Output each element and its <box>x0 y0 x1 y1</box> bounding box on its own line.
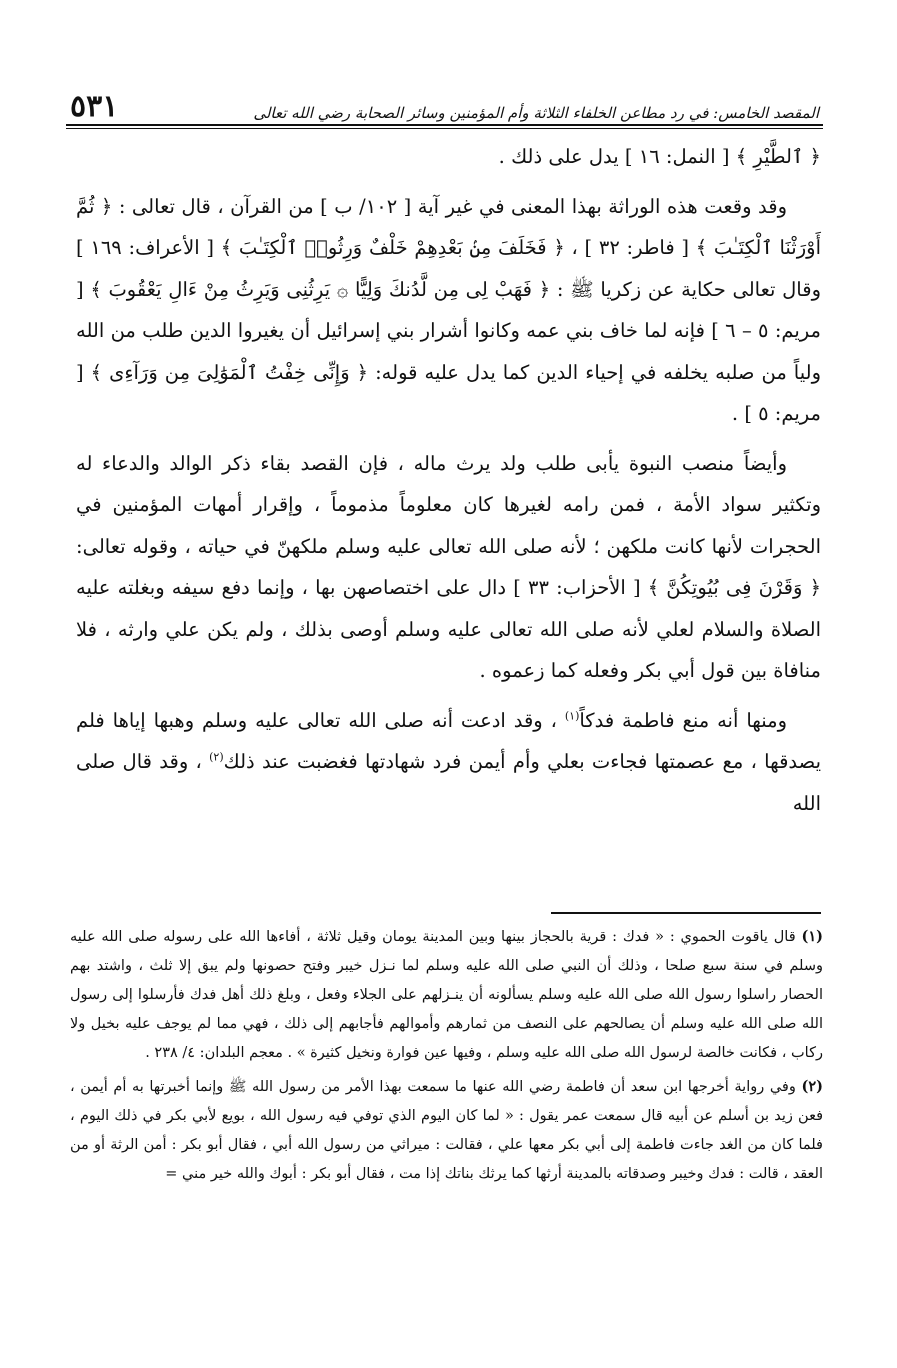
header-rule <box>66 124 823 126</box>
footnote-2-number: (٢) <box>801 1078 823 1095</box>
paragraph-4-part-a: ومنها أنه منع فاطمة فدكاً <box>579 708 787 732</box>
paragraph-1: ﴿ ٱلطَّيْرِ ﴾ [ النمل: ١٦ ] يدل على ذلك . <box>498 145 821 168</box>
page-header <box>70 82 819 122</box>
footnotes <box>70 922 823 1193</box>
footnote-2 <box>70 1072 823 1189</box>
header-rule-thin <box>66 128 823 129</box>
footnote-ref-1[interactable]: (١) <box>564 709 580 722</box>
paragraph-4-part-c: ، وقد قال صلى الله <box>76 750 821 815</box>
footnote-1 <box>70 922 823 1068</box>
paragraph-2: وقد وقعت هذه الوراثة بهذا المعنى في غير آية [ ١٠٢/ ب ] من القرآن ، قال تعالى : ﴿ ثُمَّ أَوْرَثْنَا ٱلْكِتَـٰبَ ﴾ [ فاطر: ٣٢ ] ، ﴿ فَخَلَفَ مِنۢ بَعْدِهِمْ خَلْفٌ وَرِثُوا۟ ٱلْكِتَـٰبَ ﴾ [ الأعراف: ١٦٩ ] وقال تعالى حكاية عن زكريا ﷺ : ﴿ فَهَبْ لِى مِن لَّدُنكَ وَلِيًّا ۞ يَرِثُنِى وَيَرِثُ مِنْ ءَالِ يَعْقُوبَ ﴾ [ مريم: ٥ – ٦ ] فإنه لما خاف بني عمه وكانوا أشرار بني إسرائيل أن يغيروا الدين طلب من الله ولياً من صلبه يخلفه في إحياء الدين كما يدل عليه قوله: ﴿ وَإِنِّى خِفْتُ ٱلْمَوَٰلِىَ مِن وَرَآءِى ﴾ [ مريم: ٥ ] . <box>76 194 821 425</box>
footnote-separator <box>551 912 821 914</box>
paragraph-3: وأيضاً منصب النبوة يأبى طلب ولد يرث ماله ، فإن القصد بقاء ذكر الوالد والدعاء له وتكثير سواد الأمة ، فمن رامه لغيرها كان معلوماً مذموماً ، وإقرار أمهات المؤمنين في الحجرات لأنها كانت ملكهن ؛ لأنه صلى الله تعالى عليه وسلم ملكهنّ في حياته ، وقوله تعالى: ﴿ وَقَرْنَ فِى بُيُوتِكُنَّ ﴾ [ الأحزاب: ٣٣ ] دال على اختصاصهن بها ، وإنما دفع سيفه وبغلته عليه الصلاة والسلام لعلي لأنه صلى الله تعالى عليه وسلم أوصى بذلك ، ولم يكن علي وارثه ، فلا منافاة بين قول أبي بكر وفعله كما زعموه . <box>76 451 821 682</box>
running-title: المقصد الخامس: في رد مطاعن الخلفاء الثلاثة وأم المؤمنين وسائر الصحابة رضي الله تعالى <box>253 104 819 122</box>
page-number: ٥٣١ <box>70 89 119 124</box>
footnote-1-text: قال ياقوت الحموي : « فدك : قرية بالحجاز بينها وبين المدينة يومان وقيل ثلاثة ، أفاءها الله على رسوله صلى الله عليه وسلم في سنة سبع صلحا ، وذلك أن النبي صلى الله عليه وسلم لما نـزل خيبر وفتح حصونها ولم يبق إلا ثلث ، واشتد بهم الحصار راسلوا رسول الله صلى الله عليه وسلم يسألونه أن ينـزلهم على الجلاء وفعل ، وبلغ ذلك أهل فدك فأرسلوا إلى رسول الله صلى الله عليه وسلم أن يصالحهم على النصف من ثمارهم وأموالهم فأجابهم إلى ذلك ، فهي مما لم يوجف عليه بخيل ولا ركاب ، فكانت خالصة لرسول الله صلى الله عليه وسلم ، وفيها عين فوارة ونخيل كثيرة » . معجم البلدان: ٤/ ٢٣٨ . <box>70 929 823 1061</box>
footnote-1-number: (١) <box>801 928 824 945</box>
paragraph-4 <box>76 700 821 825</box>
body-text <box>76 136 821 832</box>
footnote-ref-2[interactable]: (٢) <box>209 750 224 764</box>
footnote-2-text: وفي رواية أخرجها ابن سعد أن فاطمة رضي الله عنها ما سمعت بهذا الأمر من رسول الله ﷺ وإنما أخبرتها به أم أيمن ، فعن زيد بن أسلم عن أبيه قال سمعت عمر يقول : « لما كان اليوم الذي توفي فيه رسول الله ، بويع لأبي بكر في ذلك اليوم ، فلما كان من الغد جاءت فاطمة إلى أبي بكر معها علي ، فقالت : ميراثي من رسول الله أبي ، فقال أبو بكر : أمن الرثة أو من العقد ، قالت : فدك وخيبر وصدقاته بالمدينة أرثها كما يرثك بناتك إذا مت ، فقال أبو بكر : أبوك والله خير مني = <box>70 1079 824 1182</box>
paragraph-4-part-b: ، وقد ادعت أنه صلى الله تعالى عليه وسلم وهبها إياها فلم يصدقها ، مع عصمتها فجاءت بعلي وأم أيمن فرد شهادتها فغضبت عند ذلك <box>76 708 822 773</box>
